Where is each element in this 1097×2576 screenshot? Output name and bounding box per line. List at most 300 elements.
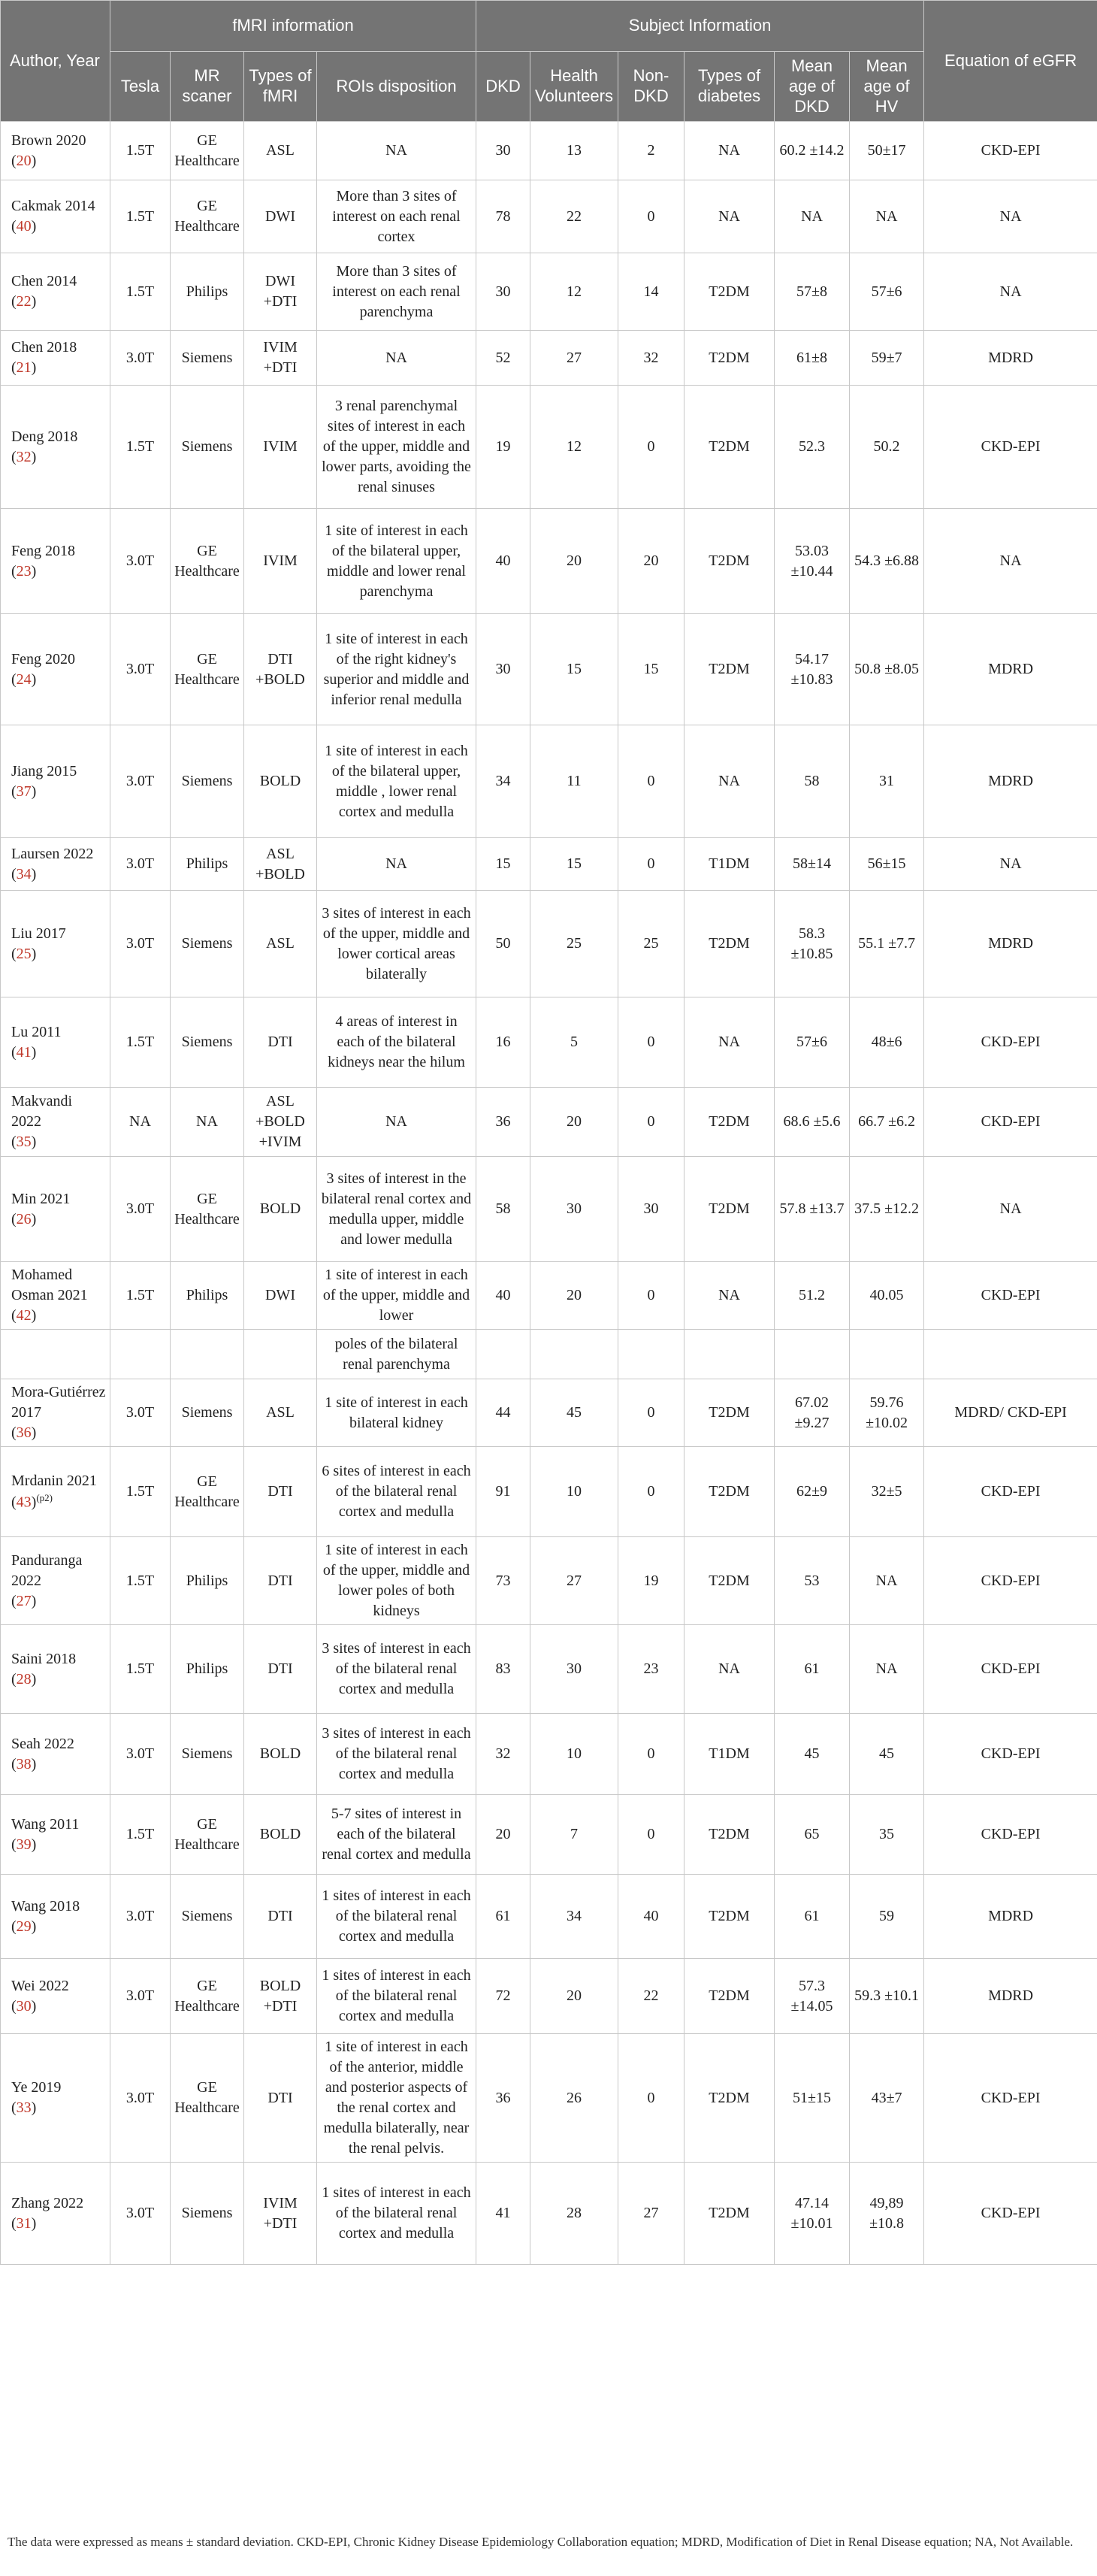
cell-tesla: 3.0T [110, 1959, 171, 2034]
reference-link[interactable]: 27 [16, 1592, 32, 1609]
cell-mean-age-hv: 59 [850, 1875, 924, 1959]
reference-link[interactable]: 31 [16, 2214, 32, 2232]
table-row [1, 253, 1097, 331]
cell-author-year: Feng 2020 (24) [1, 614, 110, 725]
reference-link[interactable]: 29 [16, 1918, 32, 1935]
reference-link[interactable]: 22 [16, 293, 32, 310]
cell-author-year: Makvandi 2022 (35) [1, 1088, 110, 1157]
cell-health-volunteers: 5 [530, 997, 618, 1088]
cell-mean-age-hv: 45 [850, 1714, 924, 1795]
table-row [1, 1537, 1097, 1625]
cell-tesla: 1.5T [110, 386, 171, 509]
cell-fmri-types: ASL [244, 122, 317, 180]
cell-rois-disposition: 3 sites of interest in each of the upper, middle and lower cortical areas bilaterally [317, 891, 476, 997]
cell-dkd-count: 40 [476, 509, 530, 614]
cell-mr-scanner: GE Healthcare [171, 2034, 244, 2163]
cell-diabetes-type: NA [684, 1262, 775, 1330]
cell-mean-age-dkd: 61±8 [775, 331, 850, 386]
reference-link[interactable]: 25 [16, 945, 32, 962]
author-name: Mrdanin 2021 [11, 1473, 97, 1490]
cell-rois-disposition: More than 3 sites of interest on each renal cortex [317, 180, 476, 253]
cell-non-dkd-count: 0 [618, 180, 684, 253]
cell-fmri-types: IVIM [244, 386, 317, 509]
cell-author-year: Saini 2018 (28) [1, 1625, 110, 1714]
cell-non-dkd-count: 0 [618, 1379, 684, 1447]
cell-dkd-count: 78 [476, 180, 530, 253]
cell-health-volunteers: 27 [530, 331, 618, 386]
cell-mr-scanner: Siemens [171, 386, 244, 509]
cell-mean-age-hv: NA [850, 1625, 924, 1714]
cell-author-year: Wei 2022 (30) [1, 1959, 110, 2034]
cell-dkd-count: 36 [476, 2034, 530, 2163]
author-name: Wei 2022 [11, 1977, 69, 1994]
cell-mr-scanner: Philips [171, 1625, 244, 1714]
cell-mr-scanner: Siemens [171, 2163, 244, 2265]
table-row [1, 1088, 1097, 1157]
author-name: Mora-Gutiérrez 2017 [11, 1384, 106, 1421]
cell-tesla: 3.0T [110, 509, 171, 614]
cell-mean-age-hv: 40.05 [850, 1262, 924, 1330]
cell-dkd-count: 34 [476, 725, 530, 838]
cell-dkd-count: 73 [476, 1537, 530, 1625]
cell-tesla: 3.0T [110, 1875, 171, 1959]
cell-diabetes-type: NA [684, 180, 775, 253]
table-row [1, 1157, 1097, 1262]
cell-tesla: 3.0T [110, 1157, 171, 1262]
cell-rois-disposition: 1 sites of interest in each of the bilateral renal cortex and medulla [317, 1959, 476, 2034]
cell-fmri-types: DTI [244, 2034, 317, 2163]
reference-link[interactable]: 32 [16, 448, 32, 465]
cell-health-volunteers: 20 [530, 1088, 618, 1157]
cell-mr-scanner: Siemens [171, 891, 244, 997]
cell-health-volunteers: 25 [530, 891, 618, 997]
cell-rois-disposition: NA [317, 1088, 476, 1157]
cell-non-dkd-count: 0 [618, 1795, 684, 1875]
header-non-dkd: Non-DKD [618, 52, 684, 122]
cell-fmri-types: DTI +BOLD [244, 614, 317, 725]
cell-fmri-types: BOLD [244, 1795, 317, 1875]
cell-mean-age-dkd: 61 [775, 1625, 850, 1714]
cell-mr-scanner: GE Healthcare [171, 1795, 244, 1875]
reference-link[interactable]: 30 [16, 1997, 32, 2014]
reference-link[interactable]: 21 [16, 359, 32, 377]
cell-mean-age-hv: 56±15 [850, 838, 924, 891]
cell-author-year: Chen 2014 (22) [1, 253, 110, 331]
reference-link[interactable]: 24 [16, 670, 32, 688]
cell-rois-disposition: 5-7 sites of interest in each of the bilateral renal cortex and medulla [317, 1795, 476, 1875]
cell-egfr-equation: MDRD [924, 891, 1097, 997]
cell-dkd-count: 41 [476, 2163, 530, 2265]
cell-non-dkd-count: 15 [618, 614, 684, 725]
cell-non-dkd-count: 30 [618, 1157, 684, 1262]
cell-fmri-types: DWI [244, 180, 317, 253]
cell-author-year: Jiang 2015 (37) [1, 725, 110, 838]
cell-health-volunteers: 20 [530, 1262, 618, 1330]
cell-mean-age-dkd: 53 [775, 1537, 850, 1625]
cell-dkd-count: 40 [476, 1262, 530, 1330]
author-name: Chen 2018 [11, 339, 77, 356]
cell-fmri-types: BOLD [244, 725, 317, 838]
cell-mr-scanner: GE Healthcare [171, 122, 244, 180]
author-name: Wang 2018 [11, 1897, 80, 1915]
reference-link[interactable]: 35 [16, 1134, 32, 1151]
cell-diabetes-type: T2DM [684, 253, 775, 331]
cell-mean-age-dkd: 68.6 ±5.6 [775, 1088, 850, 1157]
cell-mr-scanner: Philips [171, 1262, 244, 1330]
cell-dkd-count: 36 [476, 1088, 530, 1157]
cell-non-dkd-count: 0 [618, 2034, 684, 2163]
table-row [1, 891, 1097, 997]
cell-rois-disposition: 3 sites of interest in the bilateral renal cortex and medulla upper, middle and lower medulla [317, 1157, 476, 1262]
table-row [1, 180, 1097, 253]
cell-egfr-equation: CKD-EPI [924, 1625, 1097, 1714]
cell-diabetes-type: T2DM [684, 331, 775, 386]
cell-egfr-equation: CKD-EPI [924, 2034, 1097, 2163]
cell-egfr-equation: NA [924, 253, 1097, 331]
cell-tesla: 3.0T [110, 614, 171, 725]
cell-mr-scanner: GE Healthcare [171, 1157, 244, 1262]
cell-author-year [1, 1330, 110, 1379]
cell-health-volunteers: 45 [530, 1379, 618, 1447]
reference-link[interactable]: 40 [16, 218, 32, 235]
cell-health-volunteers: 28 [530, 2163, 618, 2265]
cell-egfr-equation: MDRD [924, 331, 1097, 386]
cell-health-volunteers: 15 [530, 614, 618, 725]
cell-dkd-count: 16 [476, 997, 530, 1088]
cell-mean-age-dkd: 57.8 ±13.7 [775, 1157, 850, 1262]
header-author-year: Author, Year [1, 1, 110, 122]
cell-non-dkd-count: 40 [618, 1875, 684, 1959]
cell-health-volunteers: 26 [530, 2034, 618, 2163]
cell-diabetes-type: T2DM [684, 2034, 775, 2163]
cell-rois-disposition: 3 sites of interest in each of the bilateral renal cortex and medulla [317, 1714, 476, 1795]
reference-link[interactable]: 28 [16, 1670, 32, 1688]
cell-rois-disposition: NA [317, 122, 476, 180]
cell-fmri-types [244, 1330, 317, 1379]
reference-link[interactable]: 23 [16, 562, 32, 580]
cell-mean-age-dkd: 51.2 [775, 1262, 850, 1330]
reference-link[interactable]: 39 [16, 1836, 32, 1853]
cell-mean-age-dkd: 58 [775, 725, 850, 838]
cell-non-dkd-count: 0 [618, 1447, 684, 1537]
cell-dkd-count: 15 [476, 838, 530, 891]
cell-rois-disposition: NA [317, 838, 476, 891]
cell-diabetes-type: T2DM [684, 1537, 775, 1625]
cell-mean-age-dkd: 61 [775, 1875, 850, 1959]
cell-mean-age-dkd: 58.3 ±10.85 [775, 891, 850, 997]
author-name: Brown 2020 [11, 132, 86, 149]
cell-rois-disposition: 1 site of interest in each of the upper, middle and lower poles of both kidneys [317, 1537, 476, 1625]
cell-dkd-count: 91 [476, 1447, 530, 1537]
cell-fmri-types: DTI [244, 997, 317, 1088]
reference-link[interactable]: 41 [16, 1043, 32, 1061]
cell-rois-disposition: 1 sites of interest in each of the bilateral renal cortex and medulla [317, 1875, 476, 1959]
cell-rois-disposition: 1 site of interest in each bilateral kidney [317, 1379, 476, 1447]
header-mean-age-dkd: Mean age of DKD [775, 52, 850, 122]
cell-dkd-count: 30 [476, 122, 530, 180]
cell-mean-age-dkd: 67.02 ±9.27 [775, 1379, 850, 1447]
cell-mr-scanner: Philips [171, 1537, 244, 1625]
cell-mr-scanner: GE Healthcare [171, 180, 244, 253]
author-name: Min 2021 [11, 1190, 71, 1207]
table-row [1, 122, 1097, 180]
cell-mean-age-hv: 54.3 ±6.88 [850, 509, 924, 614]
reference-link[interactable]: 38 [16, 1755, 32, 1772]
cell-mean-age-dkd: 62±9 [775, 1447, 850, 1537]
cell-diabetes-type [684, 1330, 775, 1379]
cell-diabetes-type: T2DM [684, 1875, 775, 1959]
cell-egfr-equation: CKD-EPI [924, 1795, 1097, 1875]
cell-egfr-equation: MDRD [924, 1875, 1097, 1959]
cell-egfr-equation: CKD-EPI [924, 2163, 1097, 2265]
cell-fmri-types: DTI [244, 1537, 317, 1625]
table-row [1, 331, 1097, 386]
cell-mean-age-dkd: 60.2 ±14.2 [775, 122, 850, 180]
cell-diabetes-type: T1DM [684, 1714, 775, 1795]
reference-link[interactable]: 43 [16, 1494, 32, 1511]
cell-egfr-equation: MDRD [924, 725, 1097, 838]
cell-rois-disposition: 3 sites of interest in each of the bilateral renal cortex and medulla [317, 1625, 476, 1714]
cell-author-year: Brown 2020 (20) [1, 122, 110, 180]
reference-link[interactable]: 37 [16, 782, 32, 800]
cell-mr-scanner: Siemens [171, 1714, 244, 1795]
cell-mean-age-dkd: 57.3 ±14.05 [775, 1959, 850, 2034]
cell-egfr-equation: CKD-EPI [924, 1262, 1097, 1330]
cell-author-year: Wang 2018 (29) [1, 1875, 110, 1959]
cell-mr-scanner: GE Healthcare [171, 509, 244, 614]
cell-egfr-equation: NA [924, 1157, 1097, 1262]
cell-tesla: 3.0T [110, 2034, 171, 2163]
cell-fmri-types: IVIM +DTI [244, 331, 317, 386]
cell-egfr-equation: MDRD/ CKD-EPI [924, 1379, 1097, 1447]
table-row [1, 1625, 1097, 1714]
cell-author-year: Ye 2019 (33) [1, 2034, 110, 2163]
table-body [1, 122, 1097, 2265]
cell-mr-scanner: GE Healthcare [171, 614, 244, 725]
cell-fmri-types: ASL +BOLD +IVIM [244, 1088, 317, 1157]
cell-mean-age-dkd: 58±14 [775, 838, 850, 891]
header-health-volunteers: Health Volunteers [530, 52, 618, 122]
cell-rois-disposition: 1 site of interest in each of the anterior, middle and posterior aspects of the renal cortex and medulla bilaterally, near the renal pelvis. [317, 2034, 476, 2163]
cell-health-volunteers: 30 [530, 1157, 618, 1262]
cell-egfr-equation: CKD-EPI [924, 1088, 1097, 1157]
cell-dkd-count [476, 1330, 530, 1379]
cell-non-dkd-count: 22 [618, 1959, 684, 2034]
cell-health-volunteers: 10 [530, 1714, 618, 1795]
table-row [1, 1714, 1097, 1795]
author-name: Mohamed Osman 2021 [11, 1267, 88, 1304]
cell-diabetes-type: T2DM [684, 1795, 775, 1875]
cell-dkd-count: 50 [476, 891, 530, 997]
author-name: Chen 2014 [11, 273, 77, 290]
cell-non-dkd-count: 25 [618, 891, 684, 997]
cell-mean-age-hv: 59.3 ±10.1 [850, 1959, 924, 2034]
cell-mean-age-hv: 37.5 ±12.2 [850, 1157, 924, 1262]
cell-author-year: Feng 2018 (23) [1, 509, 110, 614]
cell-tesla: 1.5T [110, 180, 171, 253]
cell-mean-age-hv: NA [850, 180, 924, 253]
cell-rois-disposition: 1 site of interest in each of the upper, middle and lower [317, 1262, 476, 1330]
cell-mean-age-hv: 50.2 [850, 386, 924, 509]
cell-egfr-equation: CKD-EPI [924, 997, 1097, 1088]
cell-non-dkd-count: 14 [618, 253, 684, 331]
cell-tesla: 3.0T [110, 1714, 171, 1795]
author-name: Saini 2018 [11, 1650, 77, 1667]
header-tesla: Tesla [110, 52, 171, 122]
cell-rois-disposition: poles of the bilateral renal parenchyma [317, 1330, 476, 1379]
table-row [1, 1262, 1097, 1330]
table-row [1, 1795, 1097, 1875]
cell-health-volunteers: 15 [530, 838, 618, 891]
table-row [1, 838, 1097, 891]
cell-mean-age-hv: 57±6 [850, 253, 924, 331]
cell-mean-age-dkd: 45 [775, 1714, 850, 1795]
cell-diabetes-type: NA [684, 122, 775, 180]
table-row [1, 1959, 1097, 2034]
cell-diabetes-type: NA [684, 1625, 775, 1714]
cell-health-volunteers: 20 [530, 1959, 618, 2034]
cell-dkd-count: 30 [476, 614, 530, 725]
cell-fmri-types: IVIM [244, 509, 317, 614]
cell-author-year: Liu 2017 (25) [1, 891, 110, 997]
cell-health-volunteers: 27 [530, 1537, 618, 1625]
cell-non-dkd-count: 0 [618, 997, 684, 1088]
cell-tesla: NA [110, 1088, 171, 1157]
cell-dkd-count: 20 [476, 1795, 530, 1875]
cell-dkd-count: 32 [476, 1714, 530, 1795]
header-mean-age-hv: Mean age of HV [850, 52, 924, 122]
cell-author-year: Zhang 2022 (31) [1, 2163, 110, 2265]
cell-mean-age-hv: NA [850, 1537, 924, 1625]
cell-non-dkd-count: 0 [618, 838, 684, 891]
reference-link[interactable]: 26 [16, 1210, 32, 1227]
table-row [1, 725, 1097, 838]
cell-mean-age-dkd: NA [775, 180, 850, 253]
cell-author-year: Min 2021 (26) [1, 1157, 110, 1262]
table-row [1, 1330, 1097, 1379]
cell-non-dkd-count: 27 [618, 2163, 684, 2265]
reference-link[interactable]: 20 [16, 152, 32, 169]
cell-tesla: 1.5T [110, 253, 171, 331]
cell-non-dkd-count: 0 [618, 1088, 684, 1157]
cell-author-year: Laursen 2022 (34) [1, 838, 110, 891]
header-mr-scanner: MR scaner [171, 52, 244, 122]
reference-link[interactable]: 34 [16, 865, 32, 882]
cell-author-year: Cakmak 2014 (40) [1, 180, 110, 253]
cell-egfr-equation: MDRD [924, 1959, 1097, 2034]
author-name: Makvandi 2022 [11, 1093, 73, 1131]
cell-author-year: Panduranga 2022 (27) [1, 1537, 110, 1625]
table-row [1, 509, 1097, 614]
cell-health-volunteers: 12 [530, 253, 618, 331]
cell-egfr-equation: NA [924, 838, 1097, 891]
cell-mean-age-hv: 35 [850, 1795, 924, 1875]
header-rois: ROIs disposition [317, 52, 476, 122]
cell-mr-scanner: GE Healthcare [171, 1447, 244, 1537]
cell-diabetes-type: T1DM [684, 838, 775, 891]
cell-egfr-equation: CKD-EPI [924, 386, 1097, 509]
header-equation: Equation of eGFR [924, 1, 1097, 122]
cell-author-year: Lu 2011 (41) [1, 997, 110, 1088]
table-footnote: The data were expressed as means ± standard deviation. CKD-EPI, Chronic Kidney Disease Epidemiology Collaboration equation; MDRD, Modification of Diet in Renal Disease equation; NA, Not Available. [8, 2535, 1074, 2549]
cell-author-year: Deng 2018 (32) [1, 386, 110, 509]
author-name: Seah 2022 [11, 1735, 74, 1752]
cell-fmri-types: DTI [244, 1875, 317, 1959]
cell-egfr-equation: NA [924, 180, 1097, 253]
cell-mean-age-hv: 43±7 [850, 2034, 924, 2163]
cell-dkd-count: 19 [476, 386, 530, 509]
cell-fmri-types: DWI +DTI [244, 253, 317, 331]
cell-mean-age-hv: 49,89 ±10.8 [850, 2163, 924, 2265]
reference-link[interactable]: 36 [16, 1424, 32, 1442]
cell-diabetes-type: T2DM [684, 614, 775, 725]
cell-egfr-equation [924, 1330, 1097, 1379]
cell-health-volunteers: 20 [530, 509, 618, 614]
cell-dkd-count: 58 [476, 1157, 530, 1262]
cell-diabetes-type: T2DM [684, 1157, 775, 1262]
author-name: Liu 2017 [11, 925, 66, 942]
cell-non-dkd-count: 32 [618, 331, 684, 386]
reference-link[interactable]: 33 [16, 2099, 32, 2117]
cell-egfr-equation: CKD-EPI [924, 1714, 1097, 1795]
cell-egfr-equation: MDRD [924, 614, 1097, 725]
cell-non-dkd-count: 0 [618, 386, 684, 509]
cell-author-year: Mora-Gutiérrez 2017 (36) [1, 1379, 110, 1447]
cell-mean-age-dkd [775, 1330, 850, 1379]
cell-mean-age-hv: 31 [850, 725, 924, 838]
cell-fmri-types: ASL [244, 891, 317, 997]
cell-health-volunteers: 7 [530, 1795, 618, 1875]
cell-tesla: 1.5T [110, 1795, 171, 1875]
cell-mr-scanner: Siemens [171, 1875, 244, 1959]
cell-diabetes-type: T2DM [684, 891, 775, 997]
cell-health-volunteers [530, 1330, 618, 1379]
cell-non-dkd-count: 0 [618, 1714, 684, 1795]
cell-author-year: Mrdanin 2021 $(43)^{(p2)}$ [1, 1447, 110, 1537]
cell-egfr-equation: CKD-EPI [924, 1447, 1097, 1537]
cell-mr-scanner: Siemens [171, 997, 244, 1088]
cell-tesla: 1.5T [110, 1447, 171, 1537]
cell-diabetes-type: T2DM [684, 1379, 775, 1447]
cell-mean-age-hv: 59.76 ±10.02 [850, 1379, 924, 1447]
cell-author-year: Mohamed Osman 2021 (42) [1, 1262, 110, 1330]
cell-tesla: 1.5T [110, 1262, 171, 1330]
cell-fmri-types: BOLD [244, 1157, 317, 1262]
cell-diabetes-type: NA [684, 725, 775, 838]
cell-rois-disposition: 1 sites of interest in each of the bilateral renal cortex and medulla [317, 2163, 476, 2265]
cell-mean-age-dkd: 65 [775, 1795, 850, 1875]
cell-egfr-equation: CKD-EPI [924, 1537, 1097, 1625]
cell-tesla [110, 1330, 171, 1379]
cell-mr-scanner: Siemens [171, 725, 244, 838]
author-name: Panduranga 2022 [11, 1551, 83, 1589]
cell-diabetes-type: T2DM [684, 1088, 775, 1157]
cell-mr-scanner [171, 1330, 244, 1379]
cell-author-year: Wang 2011 (39) [1, 1795, 110, 1875]
cell-diabetes-type: T2DM [684, 386, 775, 509]
author-name: Feng 2020 [11, 650, 75, 667]
cell-diabetes-type: T2DM [684, 2163, 775, 2265]
table-row [1, 1875, 1097, 1959]
cell-mean-age-dkd: 53.03 ±10.44 [775, 509, 850, 614]
cell-rois-disposition: 6 sites of interest in each of the bilateral renal cortex and medulla [317, 1447, 476, 1537]
cell-mean-age-dkd: 57±6 [775, 997, 850, 1088]
cell-fmri-types: DTI [244, 1447, 317, 1537]
cell-mean-age-dkd: 54.17 ±10.83 [775, 614, 850, 725]
reference-link[interactable]: 42 [16, 1307, 32, 1324]
cell-diabetes-type: T2DM [684, 1447, 775, 1537]
cell-tesla: 3.0T [110, 838, 171, 891]
